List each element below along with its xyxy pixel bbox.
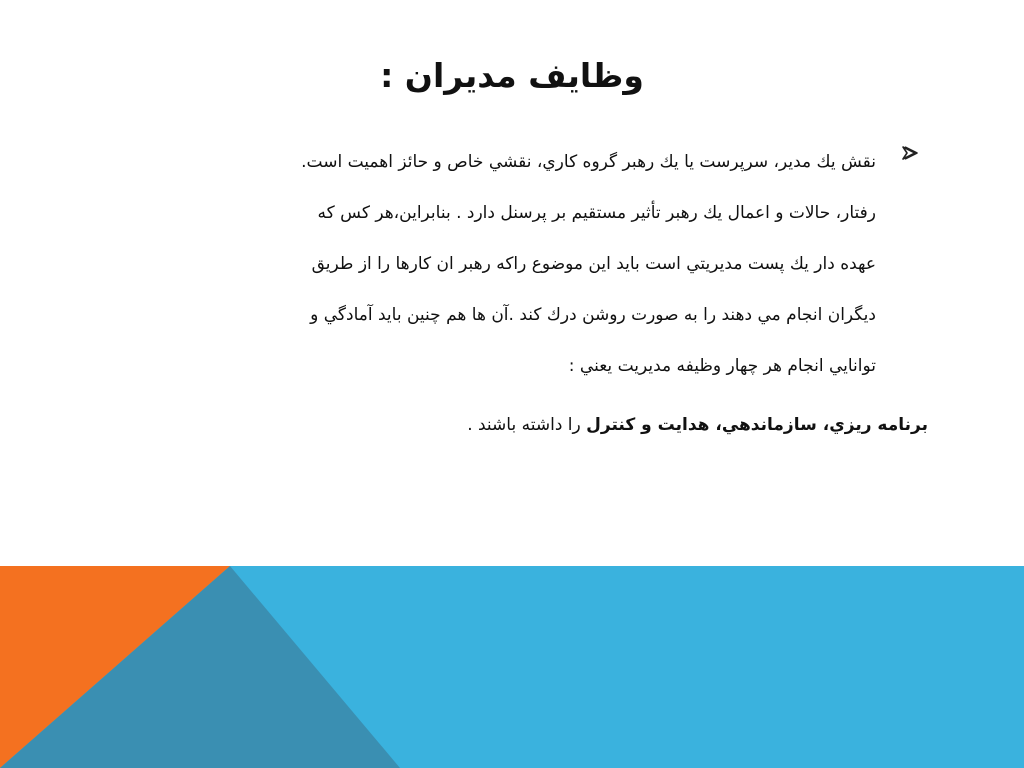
bullet-line: ديگران انجام مي دهند را به صورت روشن درك كند .آن ها هم چنين بايد آمادگي و xyxy=(310,305,876,325)
bullet-line: رفتار، حالات و اعمال يك رهبر تأثير مستقيم بر پرسنل دارد . بنابراين،هر كس كه xyxy=(317,203,876,223)
arrow-bullet-icon xyxy=(900,143,920,163)
functions-paragraph xyxy=(100,402,928,448)
bullet-line: نقش يك مدير، سرپرست يا يك رهبر گروه كاري، نقشي خاص و حائز اهميت است. xyxy=(301,152,876,172)
slide-title: وظايف مديران : xyxy=(380,56,644,95)
functions-tail-text: را داشته باشند . xyxy=(467,415,587,435)
decorative-footer-shapes xyxy=(0,566,1024,768)
bullet-line: توانايي انجام هر چهار وظيفه مديريت يعني : xyxy=(568,356,876,376)
bullet-paragraph xyxy=(110,137,920,392)
bullet-line: عهده دار يك پست مديريتي است بايد اين موضوع راكه رهبر ان كارها را از طريق xyxy=(311,254,876,274)
functions-bold-text: برنامه ريزي، سازماندهي، هدايت و كنترل xyxy=(586,415,928,435)
bullet-text xyxy=(110,137,876,392)
